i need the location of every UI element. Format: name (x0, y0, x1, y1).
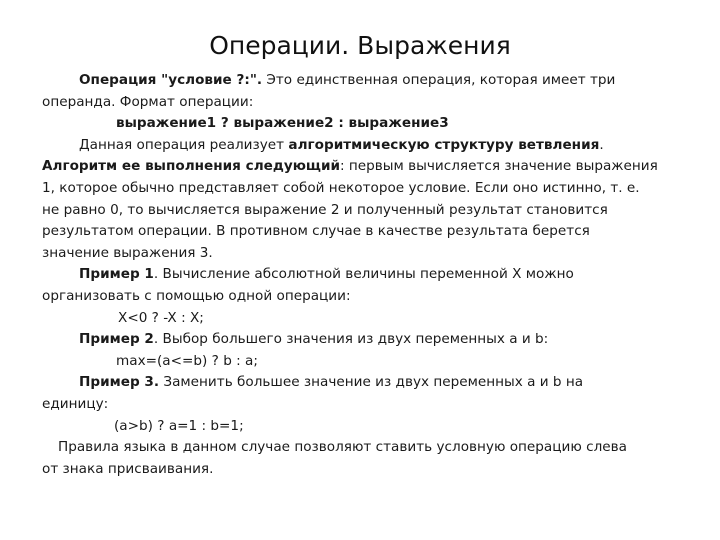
example-heading (42, 264, 682, 286)
code-line: (a>b) ? a=1 : b=1; (114, 417, 244, 434)
text: Это единственная операция, которая имеет три (262, 72, 616, 88)
paragraph-line (42, 70, 682, 92)
paragraph-line: от знака присваивания. (42, 460, 214, 477)
paragraph-line: Правила языка в данном случае позволяют ставить условную операцию слева (58, 439, 627, 456)
text: . (599, 136, 604, 153)
bold-term: алгоритмическую структуру ветвления (288, 136, 600, 153)
bold-term: Алгоритм ее выполнения следующий (42, 158, 341, 175)
text: : первым вычисляется значение выражения (340, 158, 658, 175)
paragraph-line (42, 135, 682, 157)
slide-body (42, 70, 682, 480)
example-label: Пример 2 (79, 331, 154, 348)
paragraph-line: значение выражения 3. (42, 244, 213, 261)
code-line: max=(a<=b) ? b : a; (116, 352, 258, 369)
text: Заменить большее значение из двух переменных a и b на (159, 374, 584, 391)
text: Данная операция реализует (79, 136, 289, 153)
example-heading (42, 372, 682, 394)
format-syntax: выражение1 ? выражение2 : выражение3 (116, 115, 449, 132)
example-heading (42, 329, 682, 351)
format-line (42, 113, 682, 135)
paragraph-line: единицу: (42, 395, 109, 412)
paragraph-line: операнда. Формат операции: (42, 93, 254, 110)
paragraph-line: результатом операции. В противном случае в качестве результата берется (42, 223, 590, 240)
bold-term: Операция "условие ?:". (79, 72, 263, 88)
paragraph-line: организовать с помощью одной операции: (42, 287, 351, 304)
example-label: Пример 3. (79, 374, 160, 391)
text: . Выбор большего значения из двух переменных a и b: (153, 331, 549, 348)
paragraph-line (42, 156, 682, 178)
example-label: Пример 1 (79, 266, 154, 283)
code-line: X<0 ? -X : X; (118, 309, 204, 326)
paragraph-line: не равно 0, то вычисляется выражение 2 и полученный результат становится (42, 201, 608, 218)
slide-title: Операции. Выражения (209, 31, 511, 60)
paragraph-line: 1, которое обычно представляет собой некоторое условие. Если оно истинно, т. е. (42, 179, 640, 196)
text: . Вычисление абсолютной величины переменной X можно (153, 266, 574, 283)
